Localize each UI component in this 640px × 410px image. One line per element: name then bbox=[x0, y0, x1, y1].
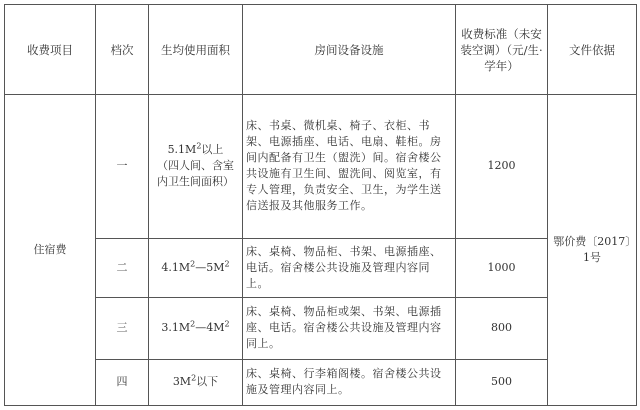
header-facilities: 房间设备设施 bbox=[243, 5, 456, 95]
area-note: （四人间、含室内卫生间面积） bbox=[157, 159, 234, 189]
header-row bbox=[5, 5, 637, 95]
grade-cell: 一 bbox=[96, 95, 149, 238]
facilities-cell: 床、桌椅、物品柜、书架、电源插座、电话。宿舍楼公共设施及管理内容同上。 bbox=[243, 238, 456, 297]
area-value: $5.1M^2$以上 bbox=[167, 141, 224, 157]
basis-cell: 鄂价费〔2017〕1号 bbox=[548, 95, 637, 406]
header-basis: 文件依据 bbox=[548, 5, 637, 95]
header-area: 生均使用面积 bbox=[149, 5, 243, 95]
facilities-cell: 床、桌椅、行李箱阁楼。宿舍楼公共设施及管理内容同上。 bbox=[243, 359, 456, 405]
header-grade: 档次 bbox=[96, 5, 149, 95]
area-cell: $3M^2$以下 bbox=[149, 359, 243, 405]
table-row bbox=[5, 297, 637, 359]
table-row bbox=[5, 238, 637, 297]
table-row bbox=[5, 359, 637, 405]
fee-cell: 800 bbox=[456, 297, 548, 359]
grade-cell: 二 bbox=[96, 238, 149, 297]
area-cell bbox=[149, 95, 243, 238]
fee-cell: 500 bbox=[456, 359, 548, 405]
header-fee: 收费标准（未安装空调）（元/生·学年） bbox=[456, 5, 548, 95]
facilities-cell: 床、桌椅、物品柜或架、书架、电源插座、电话。宿舍楼公共设施及管理内容同上。 bbox=[243, 297, 456, 359]
grade-cell: 三 bbox=[96, 297, 149, 359]
fee-table bbox=[4, 4, 637, 406]
grade-cell: 四 bbox=[96, 359, 149, 405]
area-cell: $3.1M^2—4M^2$ bbox=[149, 297, 243, 359]
fee-cell: 1200 bbox=[456, 95, 548, 238]
fee-cell: 1000 bbox=[456, 238, 548, 297]
area-cell: $4.1M^2—5M^2$ bbox=[149, 238, 243, 297]
header-item: 收费项目 bbox=[5, 5, 96, 95]
table-row bbox=[5, 95, 637, 238]
item-cell: 住宿费 bbox=[5, 95, 96, 406]
fee-table-container bbox=[4, 4, 636, 406]
facilities-cell: 床、书桌、微机桌、椅子、衣柜、书架、电源插座、电话、电扇、鞋柜。房间内配备有卫生（盥洗）间。宿舍楼公共设施有卫生间、盥洗间、阅览室，有专人管理，负责安全、卫生，为学生送信送报及其他服务工作。 bbox=[243, 95, 456, 238]
